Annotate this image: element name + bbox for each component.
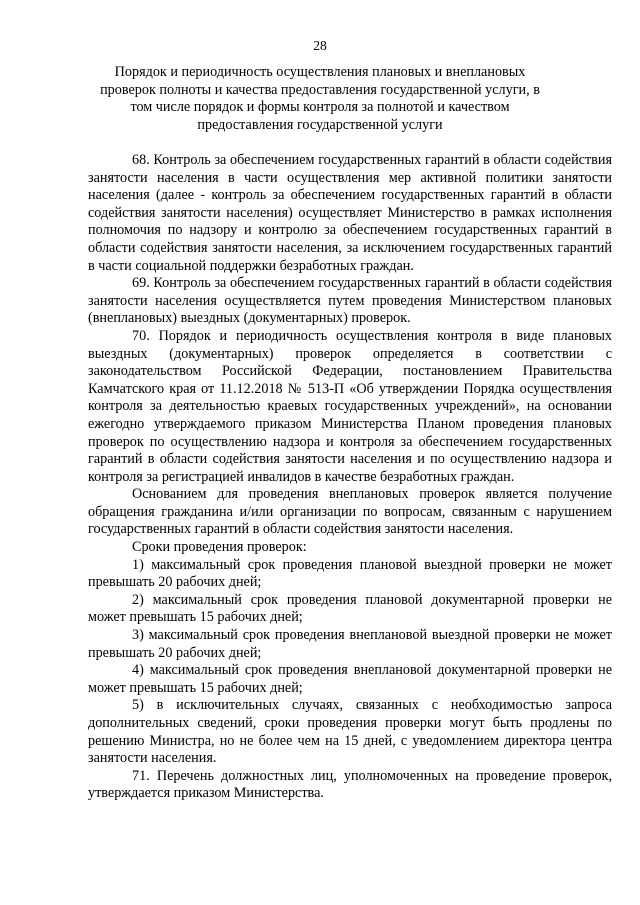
list-item-term-1: 1) максимальный срок проведения плановой выездной проверки не может превышать 20 рабочих дней; bbox=[88, 556, 612, 591]
list-item-term-2: 2) максимальный срок проведения плановой документарной проверки не может превышать 15 рабочих дней; bbox=[88, 591, 612, 626]
paragraph-70: 70. Порядок и периодичность осуществления контроля в виде плановых выездных (документарных) проверок определяется в соответствии с законодательством Российской Федерации, постановлением Правительства Камчатского края от 11.12.2018 № 513-П «Об утверждении Порядка осуществления контроля за деятельностью краевых государственных учреждений», на основании ежегодно утверждаемого приказом Министерства Планом проведения плановых проверок по осуществлению надзора и контроля за обеспечением государственных гарантий в области содействия занятости населения и по осуществлению надзора и контроля за регистрацией инвалидов в качестве безработных граждан. bbox=[88, 327, 612, 485]
paragraph-terms-intro: Сроки проведения проверок: bbox=[132, 539, 307, 556]
list-item-term-5: 5) в исключительных случаях, связанных с необходимостью запроса дополнительных сведений, сроки проведения проверки могут быть продлены по решению Министра, но не более чем на 15 дней, с уведомлением директора центра занятости населения. bbox=[88, 697, 612, 767]
document-body bbox=[88, 152, 612, 803]
paragraph-71: 71. Перечень должностных лиц, уполномоченных на проведение проверок, утверждается приказом Министерства. bbox=[88, 767, 612, 802]
list-item-term-3: 3) максимальный срок проведения внеплановой выездной проверки не может превышать 20 рабочих дней; bbox=[88, 627, 612, 661]
section-heading: Порядок и периодичность осуществления плановых и внеплановых проверок полноты и качества предоставления государственной услуги, в том числе порядок и формы контроля за полнотой и качеством предоставления государственной услуги bbox=[100, 64, 540, 133]
list-item-term-4: 4) максимальный срок проведения внеплановой документарной проверки не может превышать 15 рабочих дней; bbox=[88, 662, 612, 696]
paragraph-69: 69. Контроль за обеспечением государственных гарантий в области содействия занятости населения осуществляется путем проведения Министерством плановых (внеплановых) выездных (документарных) проверок. bbox=[88, 275, 612, 327]
page-number: 28 bbox=[313, 38, 327, 53]
paragraph-68: 68. Контроль за обеспечением государственных гарантий в области содействия занятости населения в части осуществления мер активной политики занятости населения (далее - контроль за обеспечением государственных гарантий в области содействия занятости населения) осуществляет Министерство в рамках исполнения полномочия по надзору и контролю за обеспечением государственных гарантий в области содействия занятости населения, за исключением государственных гарантий в части социальной поддержки безработных граждан. bbox=[88, 152, 612, 274]
paragraph-unscheduled-basis: Основанием для проведения внеплановых проверок является получение обращения гражданина и/или организации по вопросам, связанным с нарушением государственных гарантий в области содействия занятости населения. bbox=[88, 486, 612, 538]
